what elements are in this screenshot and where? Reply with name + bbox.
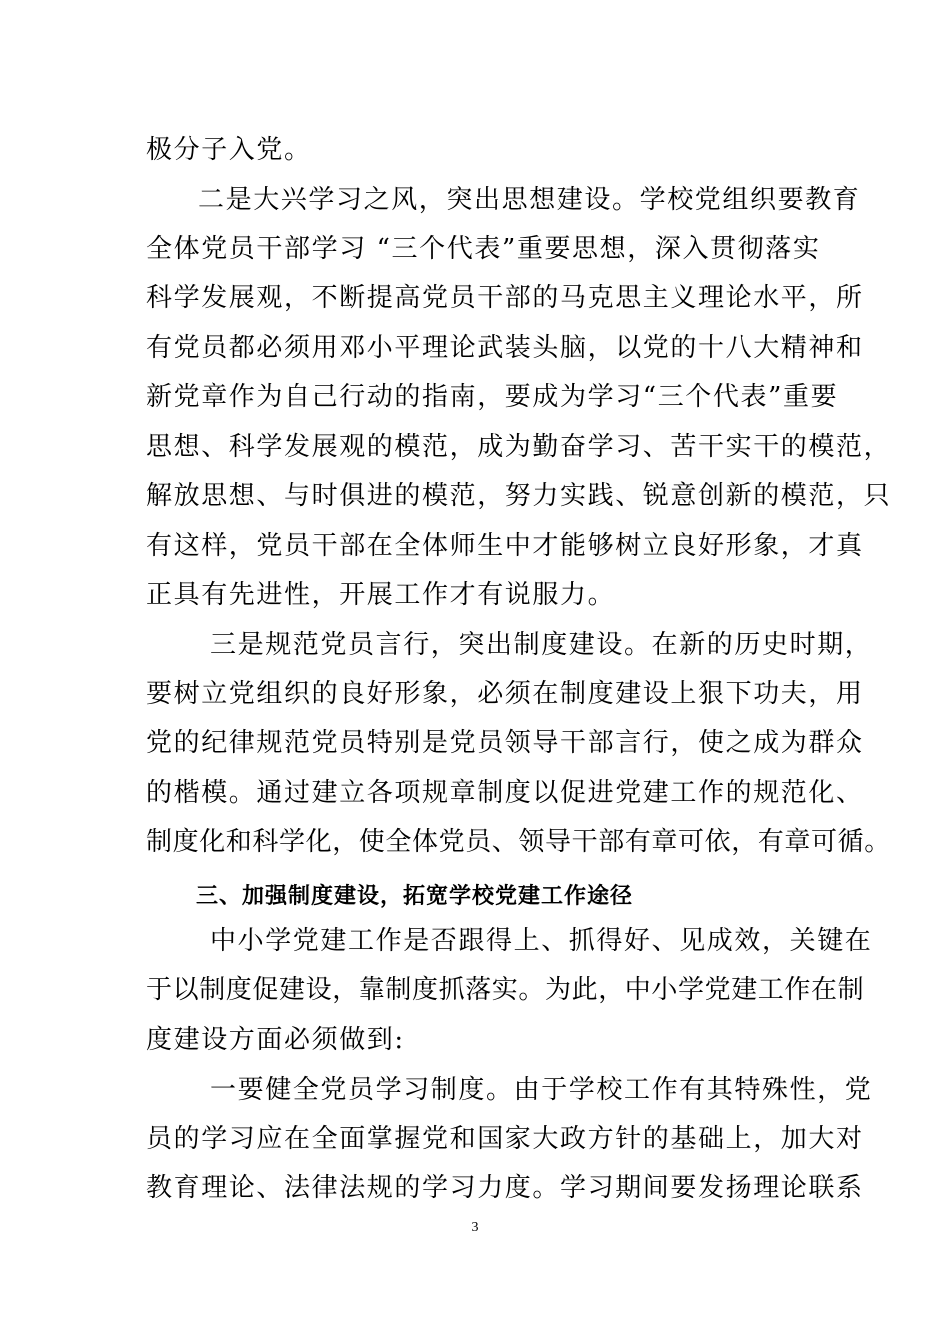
paragraph-line: 解放思想、与时俱进的模范，努力实践、锐意创新的模范，只 xyxy=(146,481,892,511)
paragraph-line: 要树立党组织的良好形象，必须在制度建设上狠下功夫，用 xyxy=(146,679,864,709)
paragraph-line: 有这样，党员干部在全体师生中才能够树立良好形象，才真 xyxy=(146,531,864,561)
paragraph-line: 员的学习应在全面掌握党和国家大政方针的基础上，加大对 xyxy=(146,1124,864,1154)
paragraph-line: 三是规范党员言行，突出制度建设。在新的历史时期， xyxy=(210,630,873,660)
page-number: 3 xyxy=(471,1220,479,1235)
paragraph-line: 极分子入党。 xyxy=(146,135,312,165)
paragraph-line: 思想、科学发展观的模范，成为勤奋学习、苦干实干的模范， xyxy=(146,432,892,462)
paragraph-line: 中小学党建工作是否跟得上、抓得好、见成效，关键在 xyxy=(210,926,873,956)
paragraph-line: 全体党员干部学习 “三个代表”重要思想，深入贯彻落实 xyxy=(146,234,821,264)
paragraph-line: 度建设方面必须做到: xyxy=(146,1025,405,1055)
paragraph-line: 正具有先进性，开展工作才有说服力。 xyxy=(146,580,616,610)
paragraph-line: 新党章作为自己行动的指南，要成为学习“三个代表”重要 xyxy=(146,382,839,412)
paragraph-line: 二是大兴学习之风，突出思想建设。学校党组织要教育 xyxy=(198,185,861,215)
paragraph-line: 科学发展观，不断提高党员干部的马克思主义理论水平，所 xyxy=(146,283,864,313)
section-heading: 三、加强制度建设，拓宽学校党建工作途径 xyxy=(196,884,634,909)
paragraph-line: 制度化和科学化，使全体党员、领导干部有章可依，有章可循。 xyxy=(146,827,891,857)
paragraph-line: 一要健全党员学习制度。由于学校工作有其特殊性，党 xyxy=(210,1075,873,1105)
paragraph-line: 党的纪律规范党员特别是党员领导干部言行，使之成为群众 xyxy=(146,728,864,758)
paragraph-line: 有党员都必须用邓小平理论武装头脑，以党的十八大精神和 xyxy=(146,333,864,363)
paragraph-line: 于以制度促建设，靠制度抓落实。为此，中小学党建工作在制 xyxy=(146,975,865,1005)
paragraph-line: 教育理论、法律法规的学习力度。学习期间要发扬理论联系 xyxy=(146,1173,864,1203)
paragraph-line: 的楷模。通过建立各项规章制度以促进党建工作的规范化、 xyxy=(146,778,864,808)
